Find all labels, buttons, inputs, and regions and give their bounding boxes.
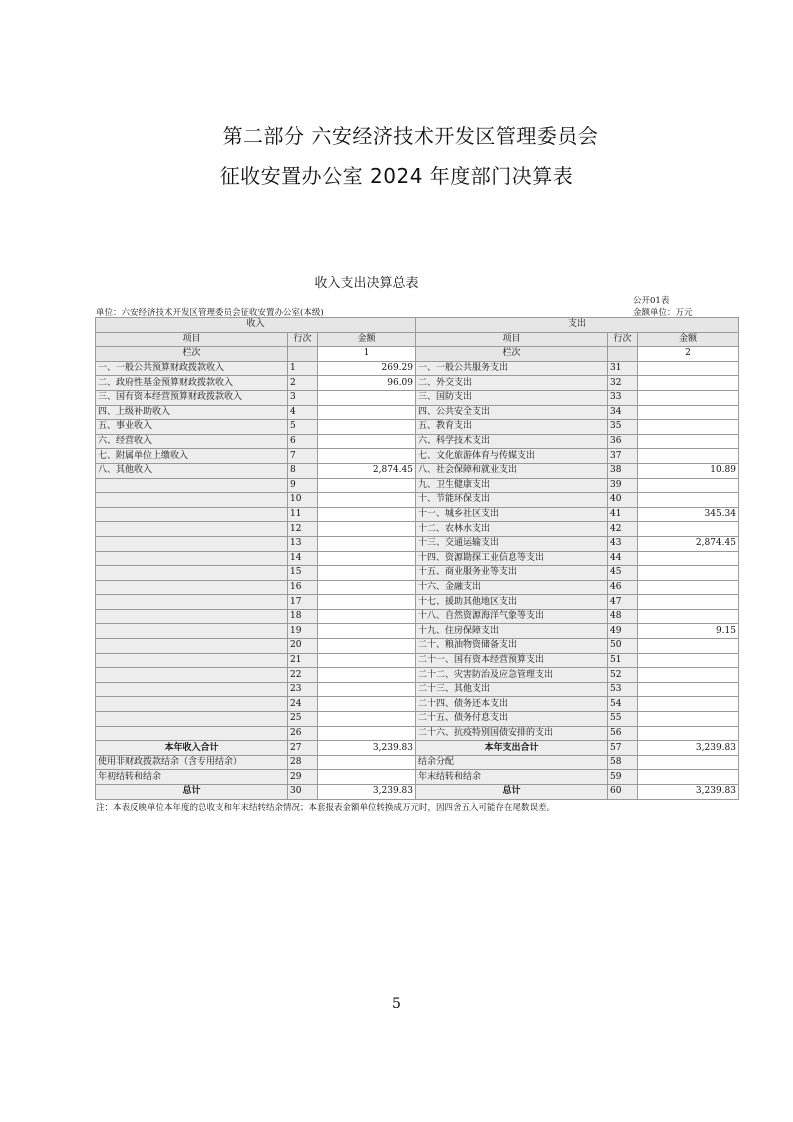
income-amount-header: 金额 bbox=[318, 332, 416, 347]
expense-line: 37 bbox=[608, 449, 638, 464]
income-amount bbox=[318, 434, 416, 449]
income-line: 3 bbox=[288, 390, 318, 405]
income-amount: 269.29 bbox=[318, 361, 416, 376]
income-item-header: 项目 bbox=[96, 332, 288, 347]
income-item bbox=[96, 609, 288, 624]
income-line: 12 bbox=[288, 522, 318, 537]
income-line: 24 bbox=[288, 697, 318, 712]
expense-amount-header: 金额 bbox=[638, 332, 739, 347]
income-line: 10 bbox=[288, 493, 318, 508]
expense-amount bbox=[638, 580, 739, 595]
income-line: 13 bbox=[288, 536, 318, 551]
expense-col-number: 2 bbox=[638, 347, 739, 362]
income-line: 29 bbox=[288, 770, 318, 785]
income-line: 15 bbox=[288, 566, 318, 581]
expense-line: 42 bbox=[608, 522, 638, 537]
income-item bbox=[96, 682, 288, 697]
expense-lanci-label: 栏次 bbox=[416, 347, 608, 362]
expense-item: 十一、城乡社区支出 bbox=[416, 507, 608, 522]
income-amount bbox=[318, 551, 416, 566]
expense-line: 35 bbox=[608, 420, 638, 435]
expense-line: 44 bbox=[608, 551, 638, 566]
expense-line: 48 bbox=[608, 609, 638, 624]
income-line: 20 bbox=[288, 639, 318, 654]
income-line: 19 bbox=[288, 624, 318, 639]
table-row bbox=[96, 405, 739, 420]
income-amount bbox=[318, 639, 416, 654]
income-expense-table bbox=[95, 317, 739, 800]
income-amount bbox=[318, 624, 416, 639]
income-line: 21 bbox=[288, 653, 318, 668]
expense-amount bbox=[638, 755, 739, 770]
income-amount: 3,239.83 bbox=[318, 785, 416, 800]
table-row bbox=[96, 712, 739, 727]
income-line: 5 bbox=[288, 420, 318, 435]
expense-item: 二十二、灾害防治及应急管理支出 bbox=[416, 668, 608, 683]
table-row bbox=[96, 595, 739, 610]
expense-amount: 2,874.45 bbox=[638, 536, 739, 551]
income-col-number: 1 bbox=[318, 347, 416, 362]
reporting-unit: 单位：六安经济技术开发区管理委员会征收安置办公室(本级) bbox=[96, 308, 324, 318]
income-amount bbox=[318, 770, 416, 785]
income-line: 25 bbox=[288, 712, 318, 727]
expense-line: 47 bbox=[608, 595, 638, 610]
income-amount bbox=[318, 609, 416, 624]
document-title-line1: 第二部分 六安经济技术开发区管理委员会 bbox=[222, 124, 599, 148]
income-amount bbox=[318, 507, 416, 522]
table-row bbox=[96, 551, 739, 566]
expense-amount bbox=[638, 668, 739, 683]
income-line-header: 行次 bbox=[288, 332, 318, 347]
income-item: 总计 bbox=[96, 785, 288, 800]
expense-line: 46 bbox=[608, 580, 638, 595]
table-row bbox=[96, 376, 739, 391]
expense-amount bbox=[638, 493, 739, 508]
expense-item: 九、卫生健康支出 bbox=[416, 478, 608, 493]
document-title-line2: 征收安置办公室 2024 年度部门决算表 bbox=[219, 164, 574, 188]
table-footnote: 注：本表反映单位本年度的总收支和年末结转结余情况；本套报表金额单位转换成万元时，因四舍五入可能存在尾数误差。 bbox=[96, 803, 556, 813]
expense-line: 33 bbox=[608, 390, 638, 405]
expense-item: 十八、自然资源海洋气象等支出 bbox=[416, 609, 608, 624]
table-row bbox=[96, 741, 739, 756]
table-row bbox=[96, 507, 739, 522]
income-line: 4 bbox=[288, 405, 318, 420]
income-amount: 3,239.83 bbox=[318, 741, 416, 756]
expense-amount bbox=[638, 405, 739, 420]
expense-amount bbox=[638, 449, 739, 464]
income-item bbox=[96, 551, 288, 566]
expense-amount bbox=[638, 361, 739, 376]
income-item bbox=[96, 522, 288, 537]
expense-amount bbox=[638, 595, 739, 610]
income-amount bbox=[318, 712, 416, 727]
income-amount bbox=[318, 755, 416, 770]
table-caption: 收入支出决算总表 bbox=[314, 276, 419, 291]
income-line: 6 bbox=[288, 434, 318, 449]
income-line: 14 bbox=[288, 551, 318, 566]
income-item bbox=[96, 493, 288, 508]
income-amount: 96.09 bbox=[318, 376, 416, 391]
table-row bbox=[96, 697, 739, 712]
expense-line: 57 bbox=[608, 741, 638, 756]
table-row bbox=[96, 449, 739, 464]
expense-amount bbox=[638, 434, 739, 449]
income-line: 23 bbox=[288, 682, 318, 697]
expense-line: 32 bbox=[608, 376, 638, 391]
income-amount bbox=[318, 697, 416, 712]
income-amount bbox=[318, 726, 416, 741]
expense-item: 十二、农林水支出 bbox=[416, 522, 608, 537]
income-line: 27 bbox=[288, 741, 318, 756]
expense-amount bbox=[638, 712, 739, 727]
expense-amount: 10.89 bbox=[638, 463, 739, 478]
expense-amount bbox=[638, 639, 739, 654]
expense-amount: 3,239.83 bbox=[638, 785, 739, 800]
table-row bbox=[96, 639, 739, 654]
expense-line: 41 bbox=[608, 507, 638, 522]
table-row bbox=[96, 624, 739, 639]
income-amount bbox=[318, 493, 416, 508]
table-row bbox=[96, 434, 739, 449]
income-line: 7 bbox=[288, 449, 318, 464]
income-item bbox=[96, 668, 288, 683]
income-amount bbox=[318, 390, 416, 405]
table-row bbox=[96, 682, 739, 697]
table-row bbox=[96, 390, 739, 405]
income-lanci-label: 栏次 bbox=[96, 347, 288, 362]
table-header-lanci bbox=[96, 347, 739, 362]
income-item bbox=[96, 507, 288, 522]
expense-item: 六、科学技术支出 bbox=[416, 434, 608, 449]
expense-amount bbox=[638, 551, 739, 566]
expense-item: 总计 bbox=[416, 785, 608, 800]
table-row bbox=[96, 653, 739, 668]
expense-line: 36 bbox=[608, 434, 638, 449]
income-amount bbox=[318, 449, 416, 464]
expense-line: 54 bbox=[608, 697, 638, 712]
amount-unit: 金额单位：万元 bbox=[633, 308, 693, 318]
expense-line: 34 bbox=[608, 405, 638, 420]
income-item bbox=[96, 712, 288, 727]
income-line: 22 bbox=[288, 668, 318, 683]
income-line: 28 bbox=[288, 755, 318, 770]
expense-item: 十六、金融支出 bbox=[416, 580, 608, 595]
table-row bbox=[96, 361, 739, 376]
table-row bbox=[96, 536, 739, 551]
expense-item: 十三、交通运输支出 bbox=[416, 536, 608, 551]
table-row bbox=[96, 755, 739, 770]
expense-line: 58 bbox=[608, 755, 638, 770]
expense-item: 二、外交支出 bbox=[416, 376, 608, 391]
expense-line: 50 bbox=[608, 639, 638, 654]
expense-amount: 345.34 bbox=[638, 507, 739, 522]
income-lanci-blank bbox=[288, 347, 318, 362]
expense-header: 支出 bbox=[416, 318, 739, 333]
expense-amount bbox=[638, 478, 739, 493]
page-number: 5 bbox=[392, 996, 401, 1012]
income-item bbox=[96, 566, 288, 581]
table-header-section bbox=[96, 318, 739, 333]
income-item: 年初结转和结余 bbox=[96, 770, 288, 785]
income-header: 收入 bbox=[96, 318, 416, 333]
table-row bbox=[96, 478, 739, 493]
income-item: 一、一般公共预算财政拨款收入 bbox=[96, 361, 288, 376]
income-line: 26 bbox=[288, 726, 318, 741]
expense-item: 十九、住房保障支出 bbox=[416, 624, 608, 639]
income-item bbox=[96, 580, 288, 595]
expense-amount bbox=[638, 390, 739, 405]
expense-amount: 9.15 bbox=[638, 624, 739, 639]
expense-line: 39 bbox=[608, 478, 638, 493]
expense-item: 七、文化旅游体育与传媒支出 bbox=[416, 449, 608, 464]
expense-amount bbox=[638, 697, 739, 712]
income-line: 8 bbox=[288, 463, 318, 478]
expense-amount bbox=[638, 420, 739, 435]
expense-item: 二十一、国有资本经营预算支出 bbox=[416, 653, 608, 668]
expense-line: 45 bbox=[608, 566, 638, 581]
expense-item: 十、节能环保支出 bbox=[416, 493, 608, 508]
income-item: 本年收入合计 bbox=[96, 741, 288, 756]
expense-amount bbox=[638, 726, 739, 741]
expense-item: 十四、资源勘探工业信息等支出 bbox=[416, 551, 608, 566]
income-item: 五、事业收入 bbox=[96, 420, 288, 435]
expense-line: 59 bbox=[608, 770, 638, 785]
income-line: 18 bbox=[288, 609, 318, 624]
expense-item: 二十五、债务付息支出 bbox=[416, 712, 608, 727]
expense-amount: 3,239.83 bbox=[638, 741, 739, 756]
income-line: 30 bbox=[288, 785, 318, 800]
income-item bbox=[96, 624, 288, 639]
expense-item: 二十、粮油物资储备支出 bbox=[416, 639, 608, 654]
income-item: 八、其他收入 bbox=[96, 463, 288, 478]
table-header-columns bbox=[96, 332, 739, 347]
expense-item: 二十六、抗疫特别国债安排的支出 bbox=[416, 726, 608, 741]
expense-line: 49 bbox=[608, 624, 638, 639]
table-row bbox=[96, 566, 739, 581]
income-amount: 2,874.45 bbox=[318, 463, 416, 478]
expense-lanci-blank bbox=[608, 347, 638, 362]
income-line: 2 bbox=[288, 376, 318, 391]
income-item: 使用非财政拨款结余（含专用结余） bbox=[96, 755, 288, 770]
expense-line: 31 bbox=[608, 361, 638, 376]
income-line: 17 bbox=[288, 595, 318, 610]
expense-item: 三、国防支出 bbox=[416, 390, 608, 405]
income-item bbox=[96, 639, 288, 654]
expense-line: 40 bbox=[608, 493, 638, 508]
expense-item: 一、一般公共服务支出 bbox=[416, 361, 608, 376]
table-row bbox=[96, 785, 739, 800]
expense-line: 52 bbox=[608, 668, 638, 683]
form-number: 公开01表 bbox=[633, 296, 670, 306]
income-item: 四、上级补助收入 bbox=[96, 405, 288, 420]
income-line: 1 bbox=[288, 361, 318, 376]
income-amount bbox=[318, 668, 416, 683]
income-item bbox=[96, 726, 288, 741]
income-line: 11 bbox=[288, 507, 318, 522]
income-amount bbox=[318, 682, 416, 697]
income-item bbox=[96, 595, 288, 610]
table-row bbox=[96, 522, 739, 537]
expense-line: 51 bbox=[608, 653, 638, 668]
table-row bbox=[96, 493, 739, 508]
expense-item-header: 项目 bbox=[416, 332, 608, 347]
income-item bbox=[96, 536, 288, 551]
income-item bbox=[96, 478, 288, 493]
table-row bbox=[96, 668, 739, 683]
expense-item: 五、教育支出 bbox=[416, 420, 608, 435]
income-amount bbox=[318, 405, 416, 420]
expense-item: 二十四、债务还本支出 bbox=[416, 697, 608, 712]
expense-amount bbox=[638, 653, 739, 668]
income-amount bbox=[318, 595, 416, 610]
expense-amount bbox=[638, 770, 739, 785]
income-item: 二、政府性基金预算财政拨款收入 bbox=[96, 376, 288, 391]
income-line: 9 bbox=[288, 478, 318, 493]
expense-line: 38 bbox=[608, 463, 638, 478]
expense-amount bbox=[638, 609, 739, 624]
expense-amount bbox=[638, 566, 739, 581]
expense-line: 55 bbox=[608, 712, 638, 727]
expense-amount bbox=[638, 522, 739, 537]
income-amount bbox=[318, 522, 416, 537]
table-row bbox=[96, 609, 739, 624]
expense-line: 56 bbox=[608, 726, 638, 741]
expense-item: 年末结转和结余 bbox=[416, 770, 608, 785]
income-item bbox=[96, 653, 288, 668]
expense-line: 60 bbox=[608, 785, 638, 800]
income-amount bbox=[318, 536, 416, 551]
income-amount bbox=[318, 566, 416, 581]
table-row bbox=[96, 726, 739, 741]
income-amount bbox=[318, 478, 416, 493]
expense-item: 结余分配 bbox=[416, 755, 608, 770]
table-row bbox=[96, 420, 739, 435]
income-item: 六、经营收入 bbox=[96, 434, 288, 449]
income-amount bbox=[318, 420, 416, 435]
income-line: 16 bbox=[288, 580, 318, 595]
income-amount bbox=[318, 580, 416, 595]
expense-item: 四、公共安全支出 bbox=[416, 405, 608, 420]
table-row bbox=[96, 580, 739, 595]
expense-item: 本年支出合计 bbox=[416, 741, 608, 756]
expense-line-header: 行次 bbox=[608, 332, 638, 347]
expense-item: 八、社会保障和就业支出 bbox=[416, 463, 608, 478]
expense-amount bbox=[638, 376, 739, 391]
table-row bbox=[96, 770, 739, 785]
expense-line: 43 bbox=[608, 536, 638, 551]
expense-item: 十五、商业服务业等支出 bbox=[416, 566, 608, 581]
income-item: 三、国有资本经营预算财政拨款收入 bbox=[96, 390, 288, 405]
income-item: 七、附属单位上缴收入 bbox=[96, 449, 288, 464]
expense-line: 53 bbox=[608, 682, 638, 697]
expense-amount bbox=[638, 682, 739, 697]
expense-item: 十七、援助其他地区支出 bbox=[416, 595, 608, 610]
table-row bbox=[96, 463, 739, 478]
income-amount bbox=[318, 653, 416, 668]
expense-item: 二十三、其他支出 bbox=[416, 682, 608, 697]
income-item bbox=[96, 697, 288, 712]
